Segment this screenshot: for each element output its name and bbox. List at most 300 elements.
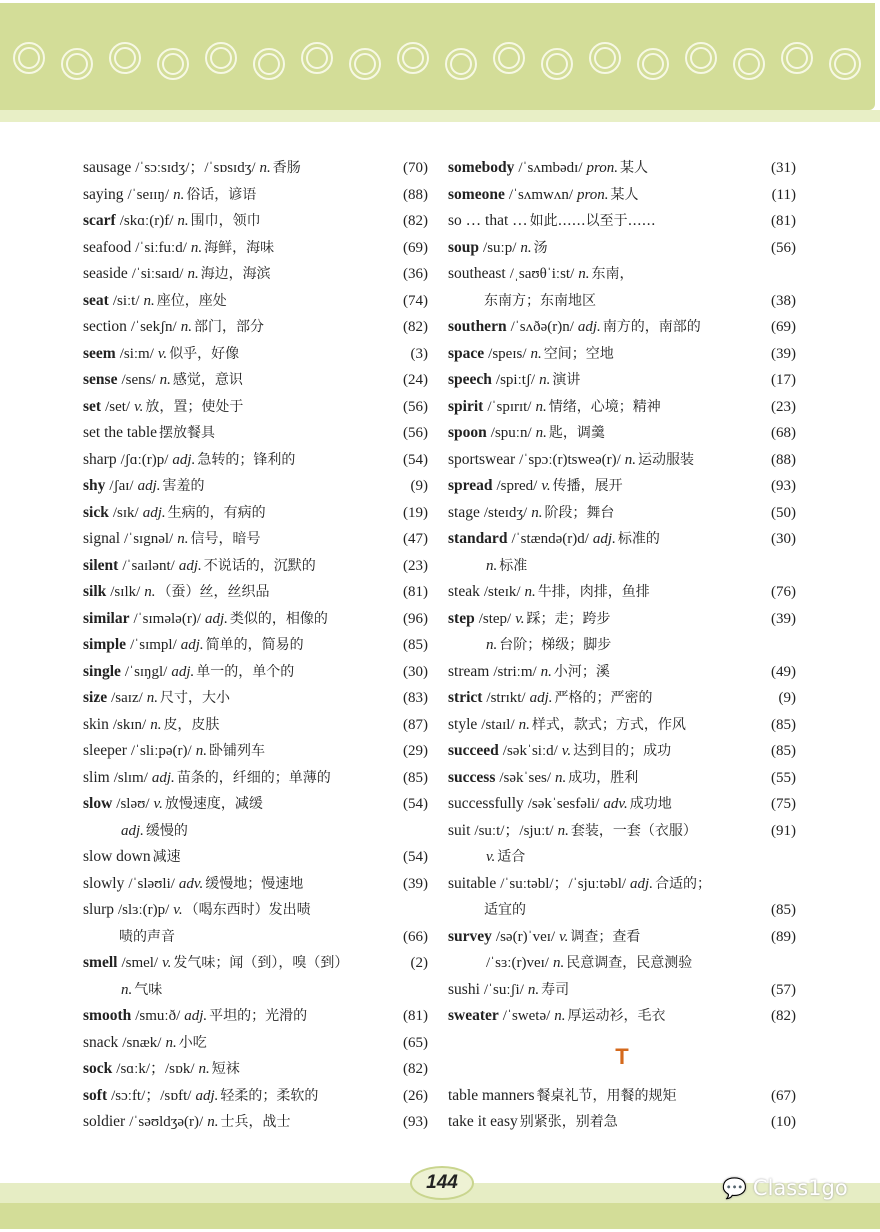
glossary-entry	[83, 367, 428, 394]
definition: 标准的	[617, 531, 660, 547]
entry-continuation	[448, 950, 796, 977]
headword: single	[83, 662, 121, 680]
definition: 空间；空地	[543, 345, 614, 362]
unit-page-ref: (85)	[771, 716, 796, 733]
definition: 生病的，有病的	[167, 504, 266, 521]
unit-page-ref: (85)	[771, 902, 796, 918]
part-of-speech: adj.	[204, 610, 228, 627]
definition: 达到目的；成功	[573, 743, 672, 759]
definition: 部门，部分	[193, 319, 264, 335]
unit-page-ref: (30)	[771, 531, 796, 547]
phonetic: /spiːtʃ/	[495, 372, 536, 388]
headword: spread	[448, 477, 493, 494]
watermark	[722, 1176, 848, 1200]
headword: silent	[83, 556, 119, 574]
unit-page-ref: (70)	[403, 160, 428, 176]
phonetic: /ˈsɪŋgl/	[124, 663, 168, 680]
part-of-speech: v.	[561, 743, 572, 759]
definition: 海边，海滨	[200, 266, 271, 282]
definition: 缓慢的	[145, 822, 188, 839]
definition: 踩；走；跨步	[526, 610, 611, 627]
ring-icon	[301, 42, 333, 74]
phonetic: /ˈswetə/	[502, 1008, 551, 1024]
part-of-speech: n.	[146, 690, 159, 706]
phonetic: /spuːn/	[490, 425, 532, 441]
part-of-speech: adj.	[184, 1008, 208, 1024]
unit-page-ref: (11)	[771, 186, 796, 203]
headword: slowly	[83, 874, 125, 892]
headword: suit	[448, 821, 471, 839]
headword: seem	[83, 344, 116, 362]
glossary-entry	[83, 314, 428, 341]
unit-page-ref: (39)	[771, 345, 796, 362]
part-of-speech: adj.	[180, 637, 204, 653]
part-of-speech: n.	[207, 1114, 219, 1130]
glossary-entry	[448, 685, 796, 712]
unit-page-ref: (36)	[403, 266, 428, 282]
glossary-entry	[83, 1109, 428, 1136]
phonetic: /ˈsaɪlənt/	[122, 557, 175, 574]
headword: strict	[448, 689, 483, 706]
headword: seafood	[83, 238, 132, 256]
ring-icon	[157, 48, 189, 80]
glossary-entry	[83, 235, 428, 262]
glossary-entry	[448, 182, 796, 209]
glossary-entry	[448, 341, 796, 368]
unit-page-ref: (69)	[771, 319, 796, 335]
definition: 成功地	[629, 796, 672, 812]
unit-page-ref: (75)	[771, 796, 796, 812]
unit-page-ref: (69)	[403, 239, 428, 256]
headword: similar	[83, 609, 130, 627]
glossary-entry	[448, 791, 796, 818]
unit-page-ref: (3)	[410, 345, 428, 362]
phonetic: /sləʊ/	[116, 796, 150, 812]
part-of-speech: n.	[259, 160, 271, 176]
ring-icon	[829, 48, 861, 80]
definition: 俗话，谚语	[186, 186, 257, 203]
part-of-speech: v.	[559, 928, 569, 945]
part-of-speech: n.	[195, 743, 207, 759]
definition: 东南方；东南地区	[484, 292, 596, 309]
definition: 南方的，南部的	[602, 319, 701, 335]
ring-icon	[733, 48, 765, 80]
part-of-speech: n.	[180, 319, 192, 335]
part-of-speech: adj.	[172, 451, 196, 468]
definition: 似乎，好像	[169, 345, 240, 362]
definition: 小河；溪	[553, 663, 610, 680]
glossary-column-right	[448, 155, 796, 1136]
glossary-entry	[83, 1083, 428, 1110]
unit-page-ref: (19)	[403, 504, 428, 521]
headword: sushi	[448, 980, 480, 998]
glossary-entry	[83, 208, 428, 235]
headword: succeed	[448, 742, 499, 759]
glossary-entry	[83, 1030, 428, 1057]
unit-page-ref: (54)	[403, 451, 428, 468]
ring-icon	[13, 42, 45, 74]
phonetic: /skɑː(r)f/	[119, 213, 174, 229]
unit-page-ref: (89)	[771, 928, 796, 945]
definition: 某人	[610, 186, 639, 203]
part-of-speech: adv.	[178, 875, 204, 892]
headword: shy	[83, 477, 106, 494]
definition: 信号，暗号	[190, 531, 261, 547]
entry-continuation	[83, 818, 428, 845]
phonetic: /ˈsʌmbədɪ/	[518, 160, 583, 176]
unit-page-ref: (17)	[771, 372, 796, 388]
headword: saying	[83, 185, 124, 203]
phonetic: /ˈstændə(r)d/	[511, 531, 589, 547]
phonetic: /ˈsuːtəbl/；/ˈsjuːtəbl/	[500, 875, 627, 892]
phonetic: /slɪm/	[113, 769, 148, 786]
part-of-speech: n.	[578, 266, 590, 282]
part-of-speech: n.	[624, 451, 637, 468]
headword: somebody	[448, 159, 515, 176]
unit-page-ref: (9)	[410, 478, 428, 494]
definition: 套装，一套（衣服）	[570, 822, 697, 839]
definition: 别紧张，别着急	[519, 1114, 618, 1130]
part-of-speech: v.	[173, 902, 183, 918]
unit-page-ref: (31)	[771, 160, 796, 176]
part-of-speech: n.	[177, 213, 189, 229]
phonetic: /sɔːft/；/sɒft/	[111, 1087, 192, 1104]
unit-page-ref: (88)	[403, 186, 428, 203]
glossary-entry	[448, 818, 796, 845]
glossary-entry	[83, 553, 428, 580]
unit-page-ref: (93)	[403, 1114, 428, 1130]
unit-page-ref: (96)	[403, 610, 428, 627]
part-of-speech: adj.	[171, 663, 195, 680]
unit-page-ref: (50)	[771, 504, 796, 521]
headword: slow	[83, 795, 113, 812]
phonetic: /suːp/	[483, 239, 517, 256]
headword: southern	[448, 318, 507, 335]
part-of-speech: n.	[540, 663, 552, 680]
entry-continuation	[448, 897, 796, 924]
part-of-speech: n.	[121, 981, 133, 998]
definition: 民意调查，民意测验	[566, 955, 693, 971]
headword: survey	[448, 927, 492, 945]
unit-page-ref: (54)	[403, 796, 428, 812]
headword: smell	[83, 954, 118, 971]
glossary-entry	[83, 685, 428, 712]
definition: 运动服装	[638, 451, 695, 468]
headword: sleeper	[83, 742, 127, 759]
unit-page-ref: (54)	[403, 849, 428, 865]
unit-page-ref: (56)	[771, 239, 796, 256]
unit-page-ref: (82)	[403, 213, 428, 229]
glossary-entry	[448, 712, 796, 739]
entry-continuation	[448, 632, 796, 659]
phonetic: /ˈsʌðə(r)n/	[510, 319, 574, 335]
glossary-entry	[83, 871, 428, 898]
glossary-entry	[448, 261, 796, 288]
part-of-speech: adj.	[121, 822, 144, 839]
definition: 放，置；使处于	[145, 398, 244, 415]
definition: 卧铺列车	[208, 743, 265, 759]
unit-page-ref: (87)	[403, 716, 428, 733]
glossary-entry	[448, 659, 796, 686]
glossary-entry	[448, 606, 796, 633]
part-of-speech: n.	[518, 716, 530, 733]
glossary-entry	[448, 1083, 796, 1110]
phonetic: /striːm/	[493, 663, 537, 680]
definition: 感觉，意识	[172, 372, 243, 388]
definition: 缓慢地；慢速地	[205, 875, 304, 892]
phonetic: /smuːð/	[135, 1008, 181, 1024]
phonetic: /ʃaɪ/	[109, 478, 134, 494]
headword: table manners	[448, 1086, 535, 1104]
ring-icon	[493, 42, 525, 74]
glossary-entry	[83, 791, 428, 818]
unit-page-ref: (82)	[403, 1061, 428, 1077]
definition: （喝东西时）发出啧	[184, 902, 311, 918]
definition: 啧的声音	[119, 928, 175, 945]
definition: 如此……以至于……	[529, 213, 656, 229]
part-of-speech: v.	[515, 610, 525, 627]
phonetic: /ʃɑː(r)p/	[120, 451, 169, 468]
glossary-entry	[448, 447, 796, 474]
headword: simple	[83, 636, 127, 653]
phonetic: /siːm/	[119, 345, 154, 362]
headword: standard	[448, 530, 508, 547]
headword: southeast	[448, 265, 506, 282]
definition: 不说话的，沉默的	[203, 557, 316, 574]
headword: stage	[448, 503, 480, 521]
ring-icon	[349, 48, 381, 80]
phonetic: /ˈsʌmwʌn/	[508, 186, 573, 203]
unit-page-ref: (2)	[410, 955, 428, 971]
glossary-entry	[83, 473, 428, 500]
phonetic: /ˈsɔːsɪdʒ/；/ˈsɒsɪdʒ/	[135, 160, 256, 176]
definition: 样式，款式；方式，作风	[531, 716, 686, 733]
part-of-speech: n.	[530, 345, 542, 362]
headword: section	[83, 318, 127, 335]
headword: size	[83, 689, 108, 706]
phonetic: /səkˈsesfəli/	[527, 796, 600, 812]
definition: 台阶；梯级；脚步	[499, 637, 612, 653]
unit-page-ref: (93)	[771, 478, 796, 494]
part-of-speech: pron.	[586, 160, 619, 176]
glossary-entry	[448, 579, 796, 606]
headword: sportswear	[448, 450, 516, 468]
glossary-entry	[83, 341, 428, 368]
footer-band	[0, 1203, 880, 1229]
phonetic: /strɪkt/	[486, 690, 526, 706]
headword: snack	[83, 1033, 119, 1051]
glossary-entry	[83, 447, 428, 474]
glossary-entry	[448, 473, 796, 500]
headword: take it easy	[448, 1113, 518, 1130]
headword: suitable	[448, 874, 497, 892]
wechat-icon: 💬	[722, 1176, 747, 1200]
definition: 某人	[620, 160, 649, 176]
definition: 减速	[152, 849, 181, 865]
glossary-entry	[83, 897, 428, 924]
unit-page-ref: (88)	[771, 451, 796, 468]
definition: 寿司	[541, 981, 570, 998]
unit-page-ref: (68)	[771, 425, 796, 441]
unit-page-ref: (81)	[403, 1008, 428, 1024]
phonetic: /staɪl/	[481, 716, 515, 733]
unit-page-ref: (49)	[771, 663, 796, 680]
headword: soldier	[83, 1113, 126, 1130]
entry-continuation	[448, 844, 796, 871]
ring-icon	[637, 48, 669, 80]
glossary-entry	[83, 950, 428, 977]
part-of-speech: n.	[552, 955, 565, 971]
phonetic: /sɪk/	[112, 504, 139, 521]
glossary-entry	[83, 1003, 428, 1030]
part-of-speech: n.	[190, 239, 203, 256]
unit-page-ref: (91)	[771, 822, 796, 839]
definition: 牛排，肉排，鱼排	[537, 584, 650, 600]
headword: space	[448, 344, 485, 362]
glossary-entry	[448, 765, 796, 792]
headword: sweater	[448, 1007, 499, 1024]
glossary-entry	[448, 924, 796, 951]
entry-continuation	[83, 977, 428, 1004]
phonetic: /sɪlk/	[110, 584, 141, 600]
glossary-entry	[83, 500, 428, 527]
glossary-entry	[448, 871, 796, 898]
phonetic: /ˈsliːpə(r)/	[130, 743, 192, 759]
part-of-speech: n.	[557, 822, 569, 839]
definition: 摆放餐具	[159, 425, 216, 441]
phonetic: /speɪs/	[488, 345, 527, 362]
phonetic: /suːt/；/sjuːt/	[474, 822, 554, 839]
unit-page-ref: (82)	[403, 319, 428, 335]
glossary-entry	[83, 1056, 428, 1083]
part-of-speech: n.	[177, 531, 189, 547]
unit-page-ref: (24)	[403, 372, 428, 388]
unit-page-ref: (29)	[403, 743, 428, 759]
unit-page-ref: (26)	[403, 1087, 428, 1104]
part-of-speech: n.	[144, 584, 156, 600]
unit-page-ref: (81)	[403, 584, 428, 600]
glossary-column-left	[83, 155, 428, 1136]
headword: style	[448, 715, 478, 733]
glossary-entry	[448, 500, 796, 527]
phonetic: /skɪn/	[112, 716, 147, 733]
glossary-entry	[448, 235, 796, 262]
definition: （蚕）丝，丝织品	[157, 584, 270, 600]
unit-page-ref: (56)	[403, 425, 428, 441]
unit-page-ref: (30)	[403, 663, 428, 680]
unit-page-ref: (23)	[403, 557, 428, 574]
definition: 成功，胜利	[568, 769, 639, 786]
glossary-entry	[83, 261, 428, 288]
part-of-speech: n.	[486, 637, 498, 653]
headword: silk	[83, 583, 107, 600]
part-of-speech: adj.	[142, 504, 166, 521]
ring-icon	[253, 48, 285, 80]
definition: 简单的，简易的	[205, 637, 304, 653]
part-of-speech: n.	[520, 239, 532, 256]
unit-page-ref: (39)	[771, 610, 796, 627]
phonetic: /sens/	[121, 372, 156, 388]
phonetic: /siːt/	[112, 292, 140, 309]
definition: 调查；查看	[570, 928, 641, 945]
headword: slurp	[83, 901, 114, 918]
definition: 发气味；闻（到），嗅（到）	[173, 955, 349, 971]
part-of-speech: adj.	[178, 557, 202, 574]
part-of-speech: n.	[150, 716, 162, 733]
part-of-speech: v.	[134, 398, 144, 415]
phonetic: /ˈsɪmpl/	[130, 637, 177, 653]
glossary-entry	[83, 155, 428, 182]
part-of-speech: n.	[159, 372, 171, 388]
part-of-speech: n.	[173, 186, 185, 203]
phonetic: /sə(r)ˈveɪ/	[495, 928, 556, 945]
entry-continuation	[83, 924, 428, 951]
phonetic: /səkˈses/	[499, 769, 552, 786]
headword: step	[448, 609, 475, 627]
headword: skin	[83, 715, 109, 733]
part-of-speech: n.	[143, 292, 155, 309]
phonetic: /ˈsəʊldʒə(r)/	[129, 1114, 204, 1130]
definition: 短袜	[211, 1061, 240, 1077]
part-of-speech: n.	[555, 769, 567, 786]
glossary-entry	[448, 420, 796, 447]
part-of-speech: pron.	[577, 186, 609, 203]
glossary-entry	[83, 844, 428, 871]
definition: 轻柔的；柔软的	[220, 1087, 319, 1104]
section-letter: T	[615, 1043, 629, 1069]
ring-icon	[781, 42, 813, 74]
unit-page-ref: (9)	[778, 690, 796, 706]
header-strip	[0, 110, 880, 122]
part-of-speech: v.	[162, 955, 172, 971]
phonetic: /ˈsiːfuːd/	[135, 239, 187, 256]
unit-page-ref: (47)	[403, 531, 428, 547]
part-of-speech: n.	[539, 372, 551, 388]
unit-page-ref: (83)	[403, 690, 428, 706]
phonetic: /saɪz/	[111, 690, 143, 706]
part-of-speech: n.	[486, 557, 498, 574]
definition: 皮，皮肤	[163, 716, 220, 733]
headword: spoon	[448, 424, 487, 441]
part-of-speech: adj.	[529, 690, 553, 706]
unit-page-ref: (74)	[403, 292, 428, 309]
headword: slow down	[83, 848, 151, 865]
phonetic: /ˈseɪɪŋ/	[127, 186, 170, 203]
definition: 标准	[499, 557, 528, 574]
part-of-speech: adj.	[592, 531, 616, 547]
unit-page-ref: (82)	[771, 1008, 796, 1024]
phonetic: /ˈspɪrɪt/	[487, 398, 532, 415]
glossary-entry	[83, 712, 428, 739]
unit-page-ref: (39)	[403, 875, 428, 892]
part-of-speech: adj.	[630, 875, 653, 892]
definition: 尺寸，大小	[160, 690, 231, 706]
part-of-speech: n.	[535, 425, 547, 441]
headword: signal	[83, 530, 121, 547]
part-of-speech: v.	[541, 478, 551, 494]
unit-page-ref: (76)	[771, 584, 796, 600]
phonetic: /ˈsiːsaɪd/	[131, 266, 184, 282]
definition: 小吃	[178, 1034, 207, 1051]
headword: sock	[83, 1060, 113, 1077]
headword: soft	[83, 1086, 108, 1104]
definition: 急转的；锋利的	[197, 451, 296, 468]
glossary-entry	[448, 1109, 796, 1136]
headword: success	[448, 768, 496, 786]
headword: scarf	[83, 212, 116, 229]
headword: slim	[83, 768, 110, 786]
ring-icon	[109, 42, 141, 74]
